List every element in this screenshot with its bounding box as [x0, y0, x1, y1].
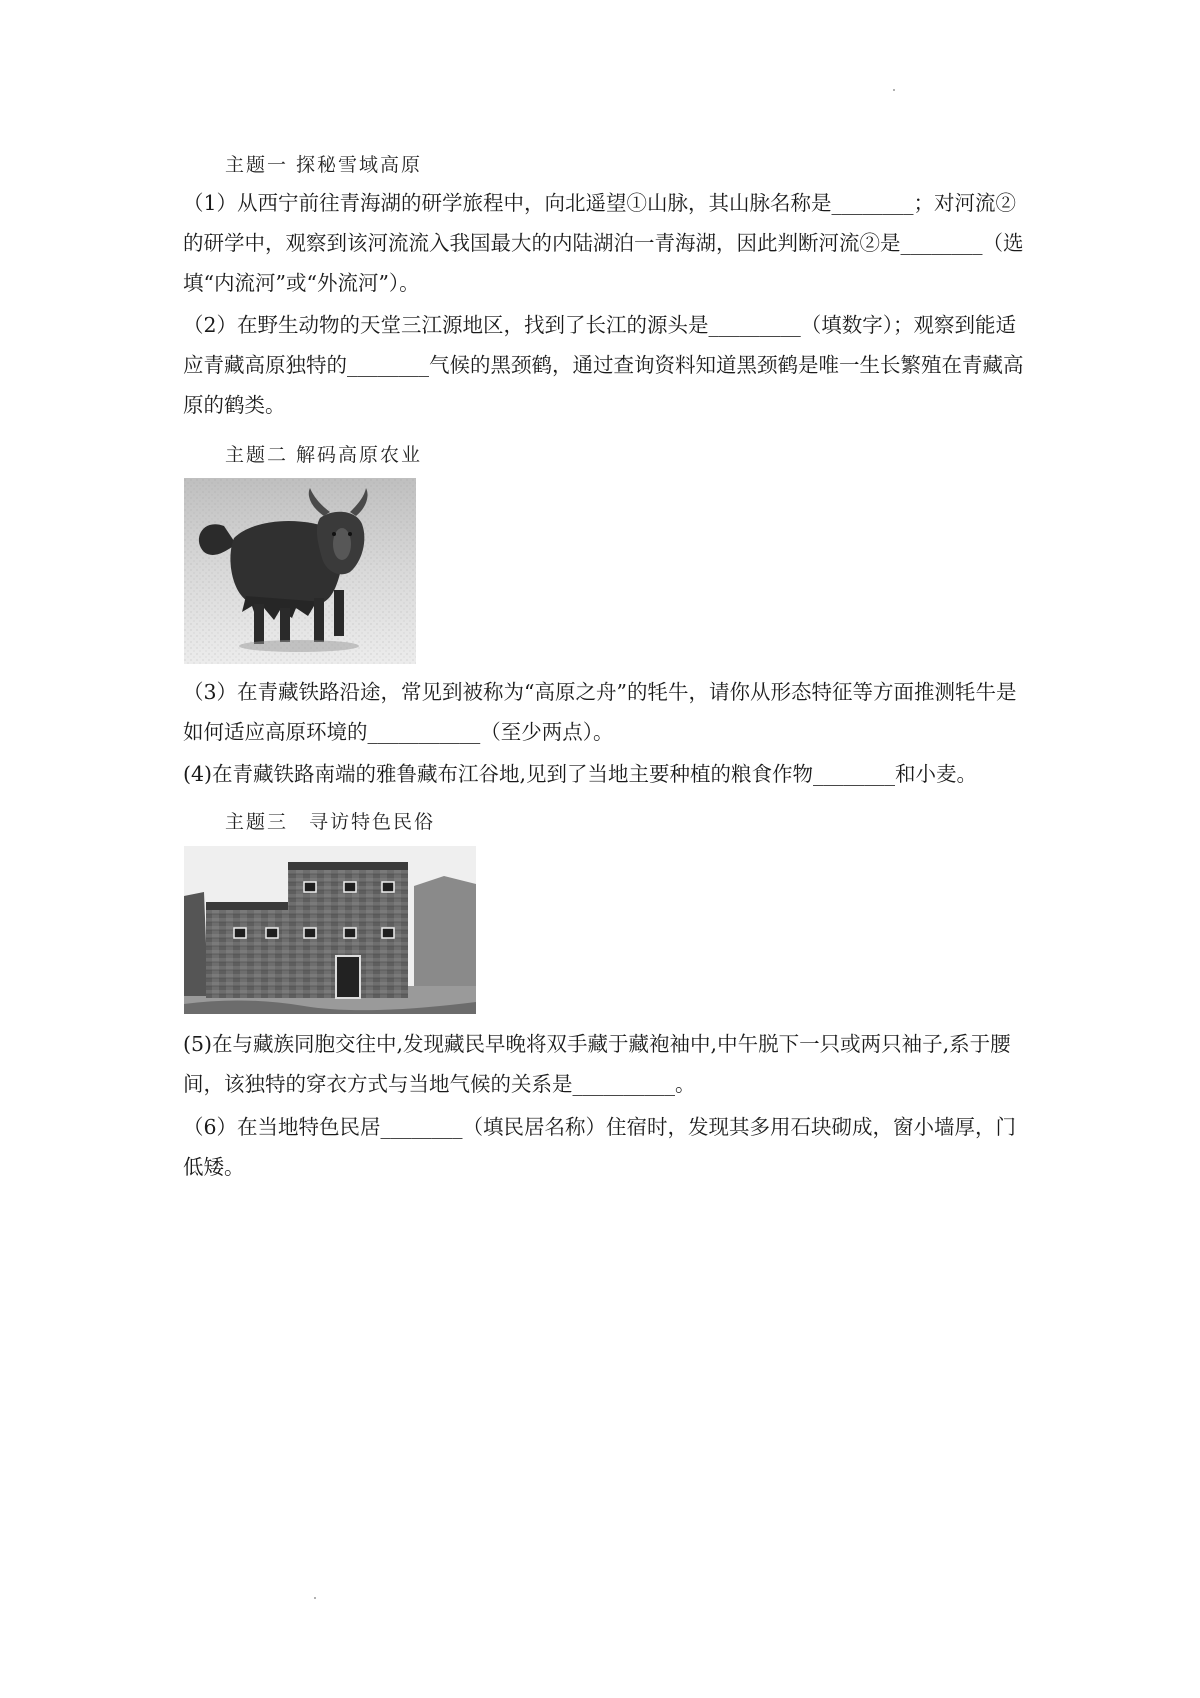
theme3-heading: 主题三 寻访特色民俗 — [225, 811, 436, 833]
question-4: (4)在青藏铁路南端的雅鲁藏布江谷地,见到了当地主要种植的粮食作物________和小麦。 — [183, 762, 978, 786]
scan-speck — [893, 89, 895, 91]
yak-image-svg — [184, 478, 416, 664]
theme2-heading: 主题二 解码高原农业 — [225, 444, 423, 466]
tibetan-house-photo — [184, 846, 476, 1014]
house-image-svg — [184, 846, 476, 1014]
yak-photo — [184, 478, 416, 664]
theme1-heading: 主题一 探秘雪域高原 — [225, 154, 423, 176]
question-1: （1）从西宁前往青海湖的研学旅程中，向北遥望①山脉，其山脉名称是________；对河流②的研学中，观察到该河流流入我国最大的内陆湖泊一青海湖，因此判断河流②是________（选填“内流河”或“外流河”）。 — [183, 191, 1024, 295]
question-5: (5)在与藏族同胞交往中,发现藏民早晚将双手藏于藏袍袖中,中午脱下一只或两只袖子,系于腰间，该独特的穿衣方式与当地气候的关系是__________。 — [183, 1032, 1011, 1096]
question-6: （6）在当地特色民居________（填民居名称）住宿时，发现其多用石块砌成，窗小墙厚，门低矮。 — [183, 1115, 1017, 1179]
question-2: （2）在野生动物的天堂三江源地区，找到了长江的源头是_________（填数字）；观察到能适应青藏高原独特的________气候的黑颈鹤，通过查询资料知道黑颈鹤是唯一生长繁殖在青藏高原的鹤类。 — [183, 313, 1024, 417]
scan-speck-bottom — [314, 1597, 316, 1599]
question-3: （3）在青藏铁路沿途，常见到被称为“高原之舟”的牦牛，请你从形态特征等方面推测牦牛是如何适应高原环境的___________（至少两点）。 — [183, 680, 1017, 744]
